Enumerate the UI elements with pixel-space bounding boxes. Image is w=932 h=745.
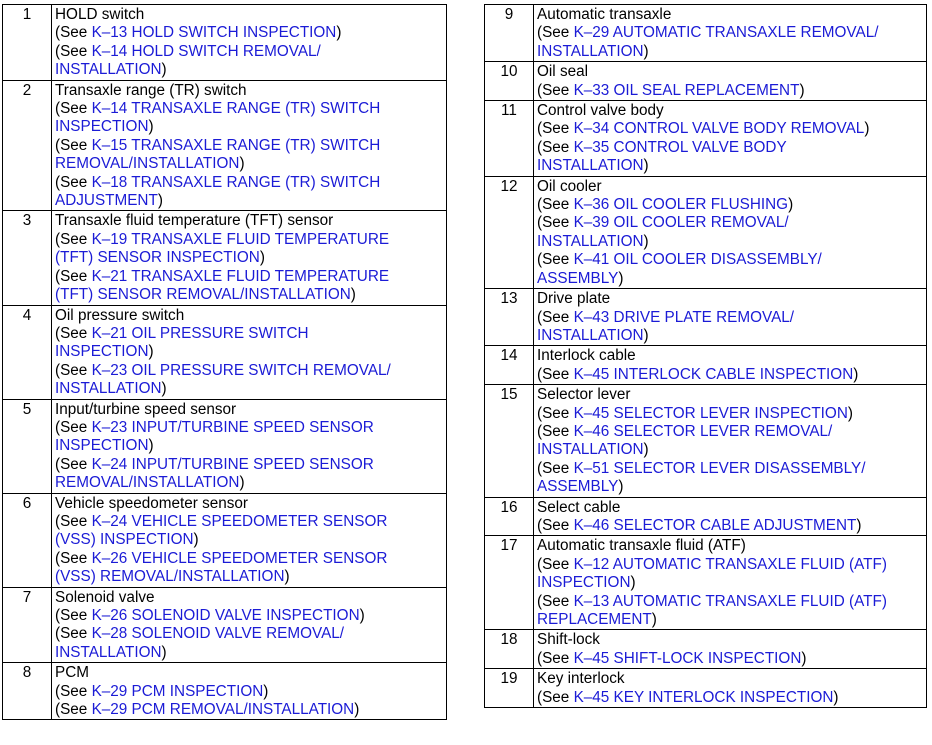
- reference-line: [55, 231, 443, 268]
- item-title: Oil cooler: [537, 177, 602, 195]
- reference-line: [537, 196, 923, 214]
- reference-link[interactable]: K–19 TRANSAXLE FLUID TEMPERATURE (TFT) SENSOR INSPECTION: [55, 230, 390, 267]
- component-row: [485, 669, 927, 708]
- reference-link[interactable]: K–13 AUTOMATIC TRANSAXLE FLUID (ATF) REPLACEMENT: [537, 592, 887, 628]
- item-title: Select cable: [537, 498, 621, 516]
- reference-suffix: ): [239, 474, 245, 492]
- reference-suffix: ): [630, 574, 636, 592]
- item-description: [534, 346, 927, 385]
- reference-line: [55, 268, 443, 305]
- component-row: [3, 5, 447, 81]
- item-title: Vehicle speedometer sensor: [55, 494, 249, 512]
- item-number: 19: [485, 669, 534, 708]
- component-table-right: [484, 4, 927, 708]
- reference-suffix: ): [161, 380, 167, 398]
- item-description: [534, 536, 927, 630]
- item-title: Shift-lock: [537, 631, 600, 649]
- item-title: Automatic transaxle fluid (ATF): [537, 537, 746, 555]
- reference-prefix: (See: [537, 308, 574, 326]
- item-description: [52, 663, 447, 720]
- reference-suffix: ): [651, 611, 657, 628]
- reference-suffix: ): [336, 24, 342, 42]
- reference-link[interactable]: K–28 SOLENOID VALVE REMOVAL/ INSTALLATION: [55, 625, 345, 661]
- reference-suffix: ): [259, 249, 265, 267]
- reference-prefix: (See: [55, 173, 92, 191]
- component-row: [3, 211, 447, 305]
- reference-line: [537, 593, 923, 630]
- reference-line: [55, 513, 443, 550]
- reference-suffix: ): [856, 516, 862, 534]
- reference-suffix: ): [148, 118, 154, 136]
- reference-line: [537, 460, 923, 497]
- component-row: [485, 289, 927, 346]
- component-rows-right: [485, 5, 927, 708]
- reference-link[interactable]: K–39 OIL COOLER REMOVAL/ INSTALLATION: [537, 214, 789, 250]
- item-number: 15: [485, 385, 534, 497]
- item-description: [52, 211, 447, 305]
- reference-line: [537, 423, 923, 460]
- reference-link[interactable]: K–29 PCM REMOVAL/INSTALLATION: [91, 701, 355, 719]
- reference-suffix: ): [799, 81, 805, 99]
- reference-prefix: (See: [537, 120, 574, 138]
- item-number: 10: [485, 62, 534, 101]
- item-description: [534, 669, 927, 708]
- reference-link[interactable]: K–35 CONTROL VALVE BODY INSTALLATION: [537, 138, 787, 175]
- component-row: [485, 346, 927, 385]
- reference-line: [55, 174, 443, 211]
- item-number: 18: [485, 630, 534, 669]
- item-description: [534, 289, 927, 346]
- reference-prefix: (See: [55, 100, 92, 118]
- item-number: 13: [485, 289, 534, 346]
- reference-line: [55, 701, 443, 719]
- item-title: Transaxle range (TR) switch: [55, 81, 247, 99]
- reference-link[interactable]: K–29 AUTOMATIC TRANSAXLE REMOVAL/ INSTALLATION: [537, 24, 879, 60]
- item-description: [534, 497, 927, 536]
- item-description: [52, 305, 447, 399]
- reference-prefix: (See: [537, 459, 574, 477]
- reference-link[interactable]: K–26 SOLENOID VALVE INSPECTION: [91, 607, 360, 624]
- reference-prefix: (See: [537, 422, 574, 440]
- reference-line: [537, 251, 923, 288]
- reference-prefix: (See: [537, 196, 574, 214]
- item-description: [534, 101, 927, 177]
- item-description: [534, 630, 927, 669]
- reference-suffix: ): [618, 269, 624, 287]
- reference-link[interactable]: K–23 OIL PRESSURE SWITCH REMOVAL/ INSTALLATION: [55, 361, 391, 398]
- reference-line: [537, 82, 923, 100]
- reference-prefix: (See: [55, 136, 92, 154]
- reference-link[interactable]: K–45 SHIFT-LOCK INSPECTION: [573, 649, 802, 667]
- reference-line: [55, 456, 443, 493]
- item-description: [52, 587, 447, 663]
- component-row: [485, 176, 927, 288]
- component-row: [3, 493, 447, 587]
- component-row: [3, 305, 447, 399]
- reference-line: [537, 405, 923, 423]
- item-description: [52, 399, 447, 493]
- reference-line: [537, 139, 923, 176]
- reference-line: [537, 689, 923, 707]
- reference-prefix: (See: [55, 418, 92, 436]
- component-row: [3, 663, 447, 720]
- reference-link[interactable]: K–23 INPUT/TURBINE SPEED SENSOR INSPECTION: [55, 418, 374, 455]
- reference-suffix: ): [643, 232, 649, 250]
- reference-line: [537, 517, 923, 535]
- reference-line: [55, 550, 443, 587]
- item-description: [534, 62, 927, 101]
- reference-suffix: ): [618, 478, 624, 496]
- item-title: Oil seal: [537, 63, 589, 81]
- reference-link[interactable]: K–14 TRANSAXLE RANGE (TR) SWITCH INSPECTION: [55, 100, 381, 136]
- reference-link[interactable]: K–45 INTERLOCK CABLE INSPECTION: [573, 365, 854, 383]
- reference-suffix: ): [161, 61, 167, 79]
- reference-prefix: (See: [537, 555, 574, 573]
- reference-line: [55, 100, 443, 137]
- reference-suffix: ): [643, 42, 649, 60]
- reference-suffix: ): [788, 196, 794, 214]
- reference-line: [55, 625, 443, 662]
- reference-link[interactable]: K–21 OIL PRESSURE SWITCH INSPECTION: [55, 324, 309, 361]
- component-row: [485, 536, 927, 630]
- reference-prefix: (See: [55, 682, 92, 700]
- item-number: 17: [485, 536, 534, 630]
- reference-suffix: ): [853, 365, 859, 383]
- reference-suffix: ): [801, 649, 807, 667]
- item-title: HOLD switch: [55, 6, 145, 23]
- item-title: Control valve body: [537, 102, 664, 120]
- item-description: [52, 493, 447, 587]
- component-row: [3, 80, 447, 211]
- item-title: Automatic transaxle: [537, 6, 672, 23]
- reference-line: [537, 24, 923, 61]
- item-title: Interlock cable: [537, 347, 636, 365]
- reference-prefix: (See: [537, 649, 574, 667]
- reference-suffix: ): [643, 157, 649, 175]
- item-title: Input/turbine speed sensor: [55, 400, 237, 418]
- component-row: [485, 630, 927, 669]
- reference-line: [55, 419, 443, 456]
- item-title: PCM: [55, 664, 89, 682]
- reference-link[interactable]: K–26 VEHICLE SPEEDOMETER SENSOR (VSS) REMOVAL/INSTALLATION: [55, 549, 388, 586]
- item-number: 11: [485, 101, 534, 177]
- item-title: Selector lever: [537, 386, 631, 404]
- reference-link[interactable]: K–14 HOLD SWITCH REMOVAL/ INSTALLATION: [55, 42, 321, 79]
- item-number: 14: [485, 346, 534, 385]
- reference-suffix: ): [354, 701, 360, 719]
- reference-suffix: ): [643, 441, 649, 459]
- reference-prefix: (See: [55, 455, 92, 473]
- item-description: [534, 385, 927, 497]
- item-title: Solenoid valve: [55, 588, 155, 606]
- reference-line: [537, 214, 923, 251]
- reference-link[interactable]: K–15 TRANSAXLE RANGE (TR) SWITCH REMOVAL/INSTALLATION: [55, 136, 381, 173]
- item-description: [52, 5, 447, 81]
- reference-link[interactable]: K–45 SELECTOR LEVER INSPECTION: [573, 404, 848, 422]
- reference-prefix: (See: [55, 512, 92, 530]
- item-number: 12: [485, 176, 534, 288]
- reference-suffix: ): [148, 343, 154, 361]
- reference-prefix: (See: [537, 404, 574, 422]
- reference-suffix: ): [157, 192, 163, 210]
- reference-suffix: ): [847, 404, 853, 422]
- reference-line: [55, 43, 443, 80]
- reference-link[interactable]: K–34 CONTROL VALVE BODY REMOVAL: [573, 120, 865, 138]
- reference-suffix: ): [864, 120, 870, 138]
- reference-prefix: (See: [537, 592, 574, 610]
- reference-prefix: (See: [537, 365, 574, 383]
- reference-line: [537, 556, 923, 593]
- reference-suffix: ): [284, 568, 290, 586]
- reference-line: [537, 366, 923, 384]
- reference-link[interactable]: K–51 SELECTOR LEVER DISASSEMBLY/ ASSEMBLY: [537, 459, 866, 496]
- reference-prefix: (See: [537, 516, 574, 534]
- reference-prefix: (See: [537, 81, 574, 99]
- reference-line: [55, 683, 443, 701]
- reference-prefix: (See: [537, 138, 574, 156]
- item-title: Oil pressure switch: [55, 306, 185, 324]
- reference-prefix: (See: [537, 251, 574, 269]
- reference-link[interactable]: K–46 SELECTOR CABLE ADJUSTMENT: [573, 516, 857, 534]
- item-number: 2: [3, 80, 52, 211]
- item-number: 4: [3, 305, 52, 399]
- reference-link[interactable]: K–45 KEY INTERLOCK INSPECTION: [573, 688, 834, 706]
- reference-line: [55, 362, 443, 399]
- component-row: [3, 587, 447, 663]
- reference-line: [537, 309, 923, 346]
- component-row: [485, 101, 927, 177]
- item-description: [534, 5, 927, 62]
- reference-link[interactable]: K–21 TRANSAXLE FLUID TEMPERATURE (TFT) SENSOR REMOVAL/INSTALLATION: [55, 267, 390, 304]
- item-description: [534, 176, 927, 288]
- item-number: 1: [3, 5, 52, 81]
- reference-prefix: (See: [55, 267, 92, 285]
- reference-prefix: (See: [55, 324, 92, 342]
- item-title: Transaxle fluid temperature (TFT) sensor: [55, 212, 334, 230]
- item-number: 6: [3, 493, 52, 587]
- reference-prefix: (See: [55, 607, 92, 624]
- item-number: 8: [3, 663, 52, 720]
- reference-link[interactable]: K–24 INPUT/TURBINE SPEED SENSOR REMOVAL/INSTALLATION: [55, 455, 374, 492]
- reference-prefix: (See: [55, 701, 92, 719]
- reference-link[interactable]: K–29 PCM INSPECTION: [91, 682, 264, 700]
- item-description: [52, 80, 447, 211]
- reference-line: [55, 137, 443, 174]
- component-row: [485, 497, 927, 536]
- reference-line: [55, 24, 443, 42]
- reference-prefix: (See: [55, 42, 92, 60]
- reference-suffix: ): [643, 326, 649, 344]
- reference-link[interactable]: K–46 SELECTOR LEVER REMOVAL/ INSTALLATION: [537, 422, 833, 459]
- reference-link[interactable]: K–13 HOLD SWITCH INSPECTION: [91, 24, 337, 42]
- reference-link[interactable]: K–43 DRIVE PLATE REMOVAL/ INSTALLATION: [537, 308, 795, 344]
- reference-suffix: ): [833, 688, 839, 706]
- reference-prefix: (See: [55, 361, 92, 379]
- item-title: Key interlock: [537, 670, 625, 688]
- reference-suffix: ): [193, 531, 199, 549]
- reference-prefix: (See: [55, 230, 92, 248]
- component-rows-left: [3, 5, 447, 720]
- reference-prefix: (See: [537, 24, 574, 42]
- reference-suffix: ): [239, 155, 245, 173]
- reference-line: [55, 607, 443, 625]
- reference-link[interactable]: K–36 OIL COOLER FLUSHING: [573, 196, 789, 214]
- reference-prefix: (See: [55, 549, 92, 567]
- component-row: [485, 62, 927, 101]
- reference-suffix: ): [359, 607, 365, 624]
- reference-line: [537, 120, 923, 138]
- component-row: [485, 5, 927, 62]
- reference-suffix: ): [148, 437, 154, 455]
- item-number: 3: [3, 211, 52, 305]
- reference-line: [55, 325, 443, 362]
- reference-line: [537, 650, 923, 668]
- item-number: 7: [3, 587, 52, 663]
- reference-prefix: (See: [537, 214, 574, 232]
- reference-link[interactable]: K–18 TRANSAXLE RANGE (TR) SWITCH ADJUSTMENT: [55, 173, 381, 210]
- item-number: 5: [3, 399, 52, 493]
- item-number: 16: [485, 497, 534, 536]
- reference-link[interactable]: K–41 OIL COOLER DISASSEMBLY/ ASSEMBLY: [537, 251, 822, 287]
- reference-prefix: (See: [537, 688, 574, 706]
- item-title: Drive plate: [537, 290, 611, 308]
- reference-link[interactable]: K–24 VEHICLE SPEEDOMETER SENSOR (VSS) INSPECTION: [55, 512, 388, 549]
- reference-link[interactable]: K–12 AUTOMATIC TRANSAXLE FLUID (ATF) INSPECTION: [537, 555, 887, 592]
- component-row: [485, 385, 927, 497]
- reference-prefix: (See: [55, 625, 92, 643]
- item-number: 9: [485, 5, 534, 62]
- reference-suffix: ): [263, 682, 269, 700]
- reference-suffix: ): [350, 286, 356, 304]
- reference-prefix: (See: [55, 24, 92, 42]
- component-table-left: [2, 4, 447, 720]
- reference-suffix: ): [161, 643, 167, 661]
- reference-link[interactable]: K–33 OIL SEAL REPLACEMENT: [573, 81, 800, 99]
- component-row: [3, 399, 447, 493]
